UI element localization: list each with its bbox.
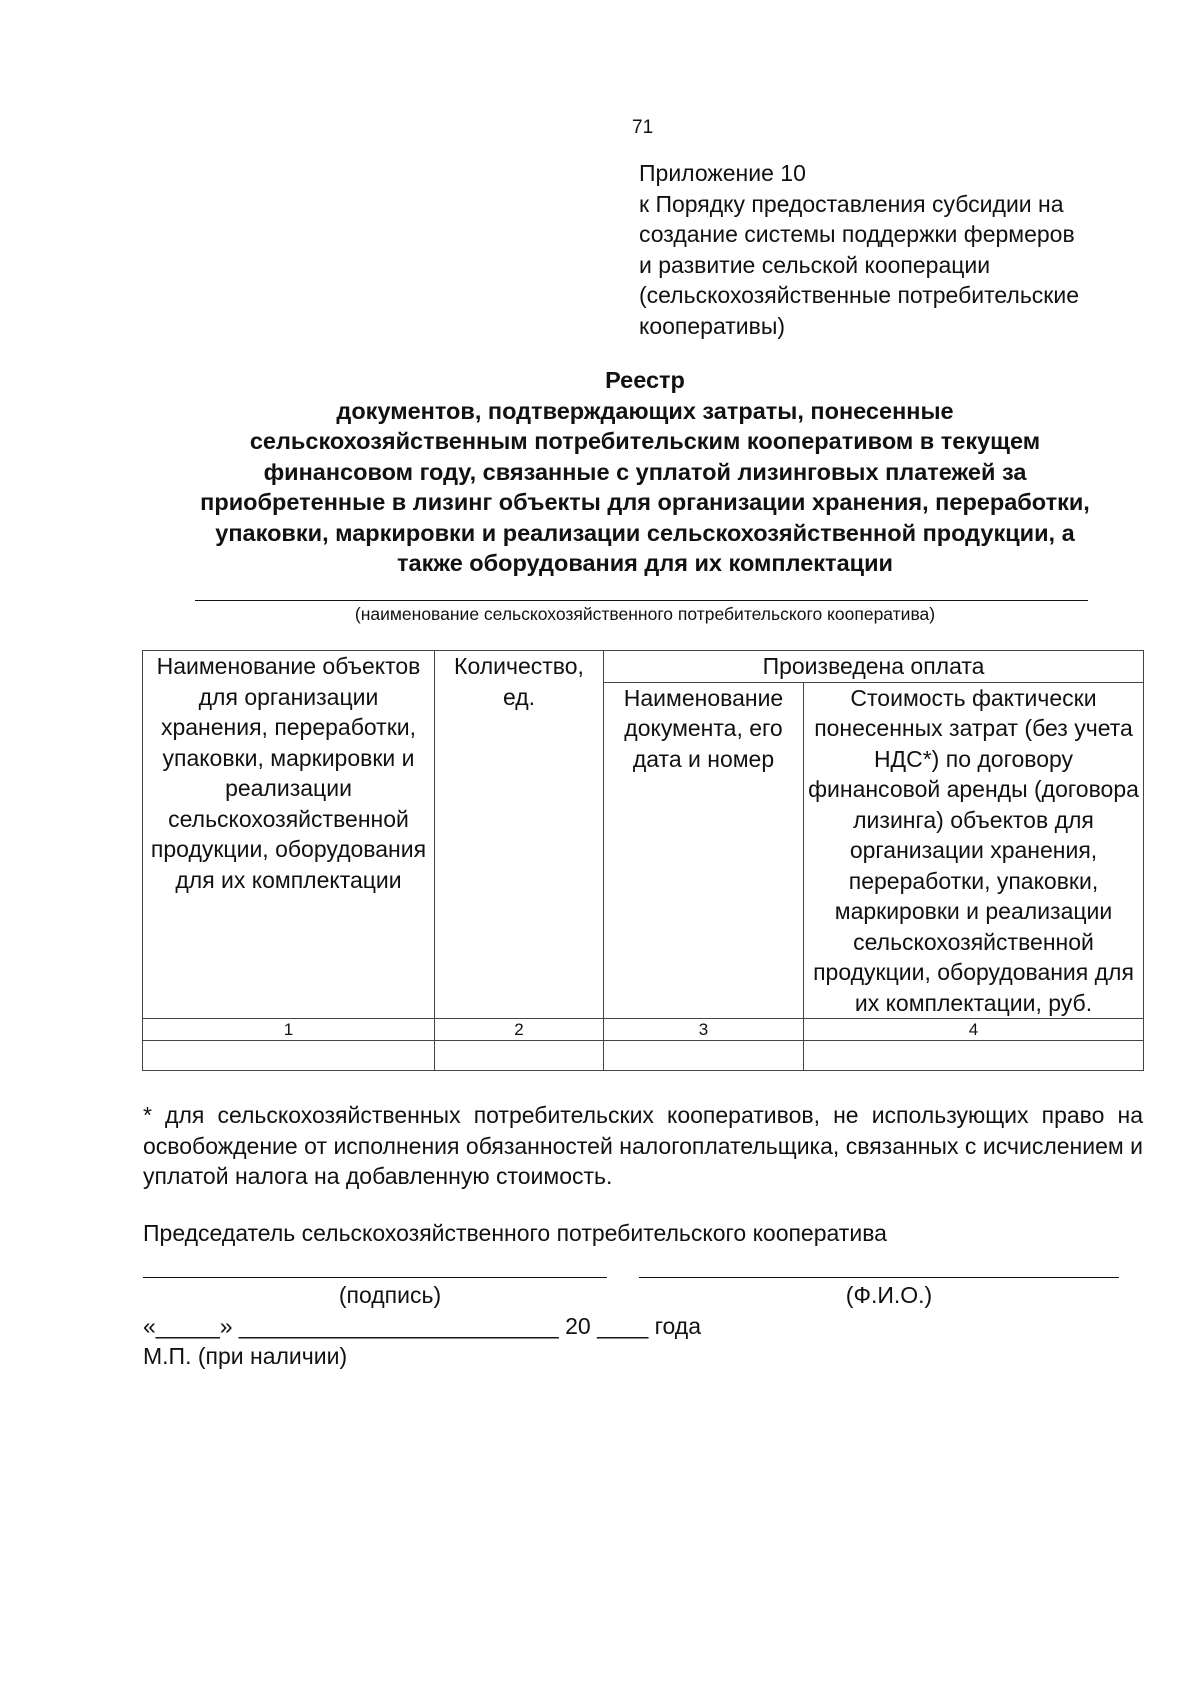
full-name-line[interactable] (639, 1277, 1119, 1278)
signature-line[interactable] (143, 1277, 607, 1278)
column-number: 1 (143, 1019, 435, 1041)
title-line: приобретенные в лизинг объекты для организации хранения, переработки, (200, 489, 1090, 515)
empty-cell[interactable] (604, 1041, 804, 1071)
chairman-label: Председатель сельскохозяйственного потребительского кооператива (143, 1220, 887, 1246)
appendix-line: создание системы поддержки фермеров (639, 221, 1075, 247)
footnote: * для сельскохозяйственных потребительских кооперативов, не использующих право на освобождение от исполнения обязанностей налогоплательщика, связанных с исчислением и уплатой налога на добавленную стоимость. (143, 1102, 1143, 1189)
title-line: финансовом году, связанные с уплатой лизинговых платежей за (263, 458, 1027, 485)
signature-caption: (подпись) (338, 1282, 442, 1308)
column-number-row (143, 1019, 1144, 1041)
stamp-note: М.П. (при наличии) (143, 1343, 348, 1369)
appendix-line: кооперативы) (639, 312, 786, 339)
date-line[interactable]: «_____» _________________________ 20 ____ года (143, 1313, 702, 1339)
empty-cell[interactable] (435, 1041, 604, 1071)
title-line: упаковки, маркировки и реализации сельскохозяйственной продукции, а (215, 519, 1075, 546)
full-name-caption: (Ф.И.О.) (845, 1282, 933, 1308)
header-quantity: Количество, ед. (435, 651, 604, 1019)
organization-name-line[interactable] (195, 600, 1088, 601)
column-number: 3 (604, 1019, 804, 1041)
title-line: Реестр (605, 367, 685, 393)
appendix-line: (сельскохозяйственные потребительские (639, 282, 1079, 308)
page-number: 71 (632, 117, 654, 138)
header-cost: Стоимость фактически понесенных затрат (без учета НДС*) по договору финансовой аренды (договора лизинга) объектов для организации хранения, переработки, упаковки, маркировки и реализации сельскохозяйственной продукции, оборудования для их комплектации, руб. (804, 682, 1144, 1019)
column-number: 4 (804, 1019, 1144, 1041)
appendix-header (639, 158, 1159, 341)
registry-table (142, 650, 1144, 1071)
empty-cell[interactable] (143, 1041, 435, 1071)
header-document: Наименование документа, его дата и номер (604, 682, 804, 1019)
title-line: документов, подтверждающих затраты, понесенные (336, 397, 954, 424)
table-row (143, 1041, 1144, 1071)
header-payment-made: Произведена оплата (604, 651, 1144, 683)
header-object-name: Наименование объектов для организации хранения, переработки, упаковки, маркировки и реализации сельскохозяйственной продукции, оборудования для их комплектации (143, 651, 435, 1019)
appendix-line: и развитие сельской кооперации (639, 251, 991, 278)
document-title (130, 365, 1160, 579)
appendix-line: Приложение 10 (639, 160, 806, 186)
empty-cell[interactable] (804, 1041, 1144, 1071)
column-number: 2 (435, 1019, 604, 1041)
table-header-row (143, 651, 1144, 683)
title-line: сельскохозяйственным потребительским кооперативом в текущем (249, 428, 1041, 454)
appendix-line: к Порядку предоставления субсидии на (639, 190, 1064, 217)
title-line: также оборудования для их комплектации (397, 550, 893, 576)
organization-name-caption: (наименование сельскохозяйственного потребительского кооператива) (354, 604, 936, 624)
